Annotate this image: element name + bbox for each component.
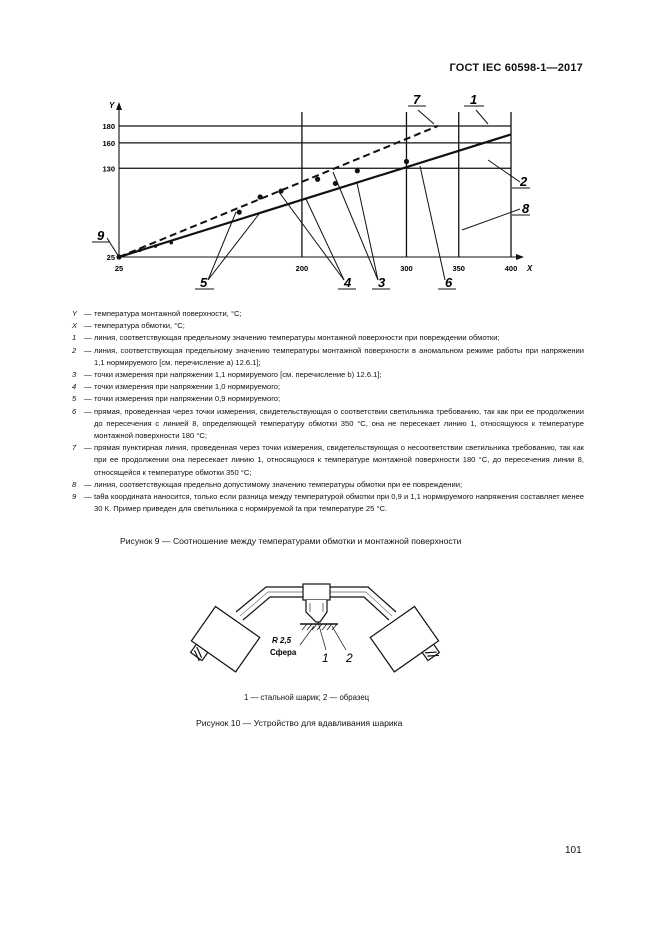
x-axis-label: X	[527, 264, 533, 273]
y-tick-label: 130	[102, 164, 115, 174]
legend-num: 1	[72, 333, 77, 343]
legend-dash: —	[84, 394, 92, 404]
x-tick-label: 25	[114, 264, 124, 273]
callout-5: 5	[200, 275, 208, 290]
legend-text: линия, соответствующая предельному значению температуры монтажной поверхности в аномальном режиме работы при напряжении 1,1 нормируемого [см. перечисление а) 12.6.1];	[94, 345, 584, 367]
y-tick-label: 25	[106, 253, 115, 262]
legend-dash: —	[84, 333, 92, 343]
legend-dash: —	[84, 321, 92, 331]
legend-num: 6	[72, 406, 77, 416]
x-tick-label: 350	[452, 264, 465, 273]
callout-8: 8	[522, 201, 530, 216]
figure-10-legend: 1 — стальной шарик; 2 — образец	[244, 693, 370, 702]
legend-text: прямая, проведенная через точки измерения, свидетельствующая о соответствии светильника требованию, так как при ее продолжении до пересечения с линией 8, определяющей температуру обмотки 350 °С, она не пересекает линию 1, относящуюся к температуре монтажной поверхности 180 °С;	[94, 406, 584, 441]
legend-dash: —	[84, 492, 92, 502]
page-number: 101	[565, 845, 582, 856]
callout-9: 9	[97, 228, 105, 243]
legend-dash: —	[84, 382, 92, 392]
callout-7: 7	[413, 92, 421, 107]
figure-10-caption: Рисунок 10 — Устройство для вдавливания шарика	[196, 718, 403, 728]
callout-3: 3	[378, 275, 386, 290]
legend-dash: —	[84, 309, 92, 318]
tube-outer-right	[330, 587, 396, 612]
legend-text: линия, соответствующая предельному значению температуры монтажной поверхности при повреждении обмотки;	[94, 333, 500, 343]
legend-num: 5	[72, 394, 77, 404]
callout-6: 6	[445, 275, 453, 290]
tube-inner-right	[330, 597, 389, 620]
legend-text: tаθа координата наносится, только если разница между температурой обмотки при 0,9 и 1,1 нормируемого напряжения составляет менее 30 К. Пример приведен для светильника с нормируемой tа при температуре 25 °С.	[94, 492, 584, 514]
legend-num: Y	[72, 309, 78, 318]
legend-text: точки измерения при напряжении 0,9 нормируемого;	[94, 394, 281, 404]
legend-num: 3	[72, 370, 77, 380]
legend-num: 2	[72, 345, 77, 355]
legend-text: точки измерения при напряжении 1,0 нормируемого;	[94, 382, 281, 392]
legend-num: 7	[72, 443, 77, 453]
legend-num: 4	[72, 382, 77, 392]
tube-center-right	[330, 592, 392, 616]
callout-sample: 2	[346, 651, 353, 665]
x-tick-label: 200	[295, 264, 309, 273]
tube-inner	[243, 597, 303, 620]
callout-4: 4	[344, 275, 352, 290]
tube-center-left	[240, 592, 303, 616]
legend-text: точки измерения при напряжении 1,1 нормируемого [см. перечисление b) 12.6.1];	[94, 370, 382, 380]
x-tick-label: 400	[504, 264, 518, 273]
callout-1: 1	[470, 92, 478, 107]
legend-text: температура монтажной поверхности, °С;	[94, 309, 242, 318]
callout-ball: 1	[322, 651, 329, 665]
sphere-label: Сфера	[270, 648, 297, 657]
legend-dash: —	[84, 443, 92, 453]
callout-2: 2	[520, 174, 528, 189]
figure-9-caption: Рисунок 9 — Соотношение между температурами обмотки и монтажной поверхности	[120, 536, 462, 546]
y-tick-label: 180	[102, 122, 115, 131]
legend-num: X	[72, 321, 78, 331]
document-header: ГОСТ IEC 60598-1—2017	[449, 62, 583, 74]
legend-text: прямая пунктирная линия, проведенная через точки измерения, свидетельствующая о несоответствии светильника требованию, так как при ее продолжении она пересекает линию 1, относящуюся к температуре монтажной поверхности 180 °С, до пересечения линии 8, относящейся к температуре обмотки 350 °С;	[94, 443, 584, 477]
x-tick-label: 300	[400, 264, 413, 273]
ball-holder	[306, 600, 327, 622]
y-axis-label: Y	[109, 101, 115, 110]
legend-dash: —	[84, 406, 92, 416]
legend-dash: —	[84, 345, 92, 355]
tube-outer	[236, 587, 303, 612]
legend-text: линия, соответствующая предельно допустимому значению температуры обмотки при ее повреждении;	[94, 479, 463, 489]
legend-num: 8	[72, 479, 77, 489]
legend-num: 9	[72, 492, 77, 502]
legend-dash: —	[84, 370, 92, 380]
legend-dash: —	[84, 479, 92, 489]
left-weight	[185, 606, 260, 681]
right-weight	[370, 606, 445, 681]
center-holder	[303, 584, 330, 600]
legend-text: температура обмотки, °С;	[94, 321, 185, 331]
radius-label: R 2,5	[272, 636, 292, 645]
y-tick-label: 160	[102, 138, 115, 148]
